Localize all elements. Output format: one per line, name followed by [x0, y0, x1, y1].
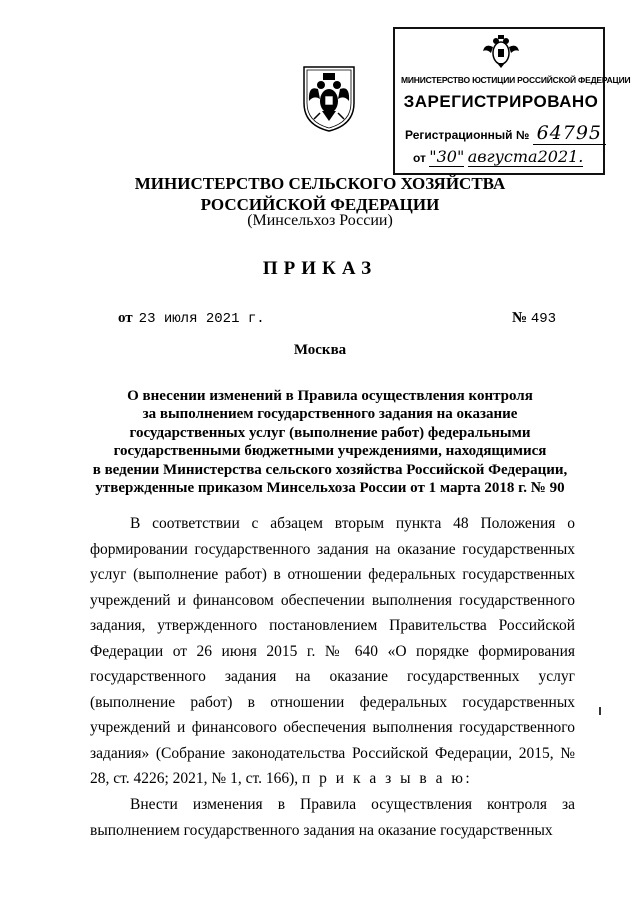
coat-of-arms-icon [300, 63, 358, 133]
subject-line: в ведении Министерства сельского хозяйства Российской Федерации, [92, 461, 568, 478]
stamp-registration-line [405, 122, 606, 144]
subject-line: утвержденные приказом Минсельхоза России от 1 марта 2018 г. № 90 [95, 480, 565, 497]
order-date-value: 23 июля 2021 г. [138, 311, 265, 327]
order-word: п р и к а з ы в а ю: [301, 770, 473, 787]
stamp-date-year: 2021. [537, 147, 584, 166]
stamp-date-month: августа [467, 147, 538, 166]
stamp-reg-number: 64795 [533, 122, 606, 145]
stamp-reg-label: Регистрационный № [405, 128, 530, 142]
stamp-date-prefix: от [413, 151, 426, 165]
document-type: ПРИКАЗ [262, 258, 378, 279]
order-number [512, 310, 556, 327]
body-paragraph-1 [90, 511, 575, 792]
body-paragraph-2: Внести изменения в Правила осуществления контроля за выполнением государственного задания на оказание государственных [90, 796, 575, 839]
ministry-title-line1: МИНИСТЕРСТВО СЕЛЬСКОГО ХОЗЯЙСТВА [134, 174, 506, 193]
stamp-date-line [413, 147, 583, 166]
order-number-value: 493 [530, 311, 557, 327]
order-date-prefix: от [118, 310, 133, 326]
double-headed-eagle-icon [481, 35, 521, 69]
subject-line: государственных услуг (выполнение работ) федеральными [129, 424, 531, 441]
subject-line: за выполнением государственного задания на оказание [142, 406, 518, 423]
subject-line: О внесении изменений в Правила осуществления контроля [127, 388, 533, 404]
ministry-short-name: (Минсельхоз России) [247, 212, 393, 229]
order-number-sign: № [512, 310, 528, 326]
paragraph-1-text: В соответствии с абзацем вторым пункта 48 Положения о формировании государственного задания на оказание государственных услуг (выполнение работ) в отношении федеральных государственных учреждений и финансовом обеспечении выполнения государственного задания, утвержденного постановлением Правительства Российской Федерации от 26 июня 2015 г. № 640 «О порядке формирования государственного задания на оказание государственных услуг (выполнение работ) в отношении федеральных государственных учреждений и финансового обеспечения выполнения государственного задания» (Собрание законодательства Российской Федерации, 2015, № 28, ст. 4226; 2021, № 1, ст. 166), [90, 515, 575, 787]
stamp-date-day: "30" [429, 147, 465, 166]
city: Москва [293, 342, 347, 358]
order-date [118, 310, 265, 327]
ministry-title-line2: РОССИЙСКОЙ ФЕДЕРАЦИИ [200, 195, 440, 214]
subject-line: государственными бюджетными учреждениями, находящимися [113, 443, 547, 460]
order-subject [80, 387, 580, 497]
margin-mark [599, 707, 601, 715]
stamp-status: ЗАРЕГИСТРИРОВАНО [403, 92, 599, 111]
ministry-title [0, 173, 640, 215]
registration-stamp [393, 27, 631, 175]
stamp-ministry: МИНИСТЕРСТВО ЮСТИЦИИ РОССИЙСКОЙ ФЕДЕРАЦИИ [401, 75, 631, 85]
